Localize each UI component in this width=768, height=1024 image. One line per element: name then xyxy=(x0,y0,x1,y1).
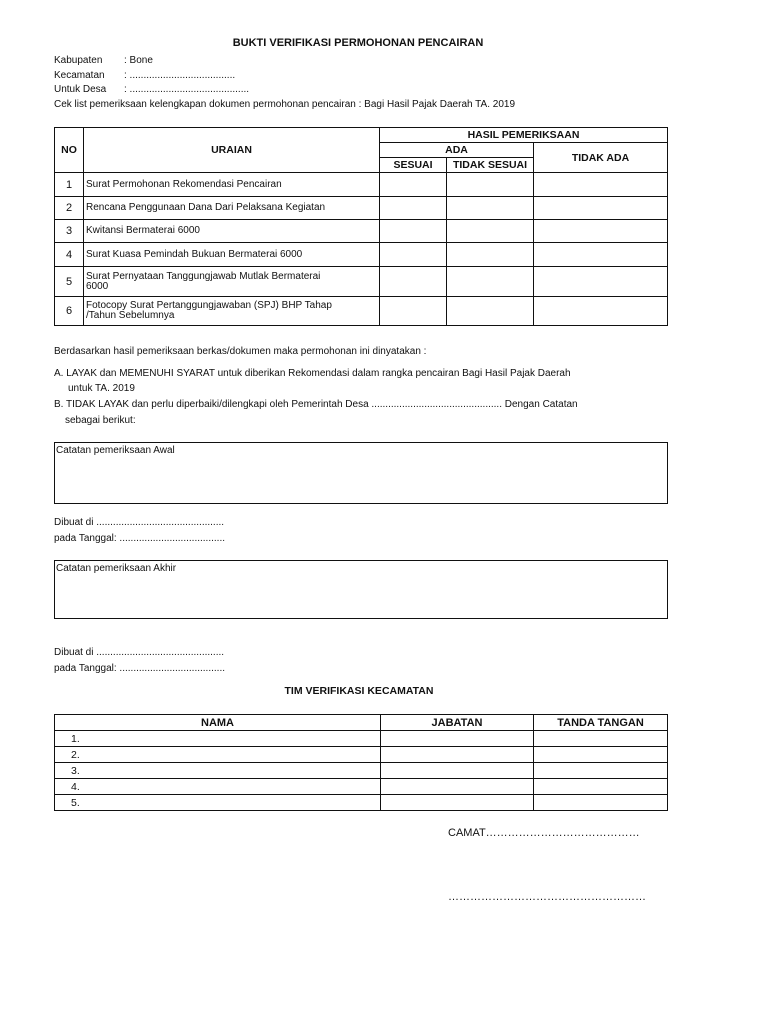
row-uraian xyxy=(84,267,380,297)
cell-jabatan[interactable] xyxy=(381,779,534,795)
row-uraian xyxy=(84,297,380,326)
cell-sesuai[interactable] xyxy=(380,197,447,220)
cell-tidak-ada[interactable] xyxy=(534,243,668,267)
table-row xyxy=(55,731,668,747)
checklist-intro: Cek list pemeriksaan kelengkapan dokumen permohonan pencairan : Bagi Hasil Pajak Daerah TA. 2019 xyxy=(54,99,516,110)
notes-awal-label: Catatan pemeriksaan Awal xyxy=(56,445,175,456)
notes-akhir-label: Catatan pemeriksaan Akhir xyxy=(56,563,177,574)
row-uraian-line2: /Tahun Sebelumnya xyxy=(86,310,175,321)
row-no: 5 xyxy=(55,267,84,297)
table-row xyxy=(55,297,668,326)
cell-jabatan[interactable] xyxy=(381,763,534,779)
table-row xyxy=(55,267,668,297)
col-ada-header: ADA xyxy=(380,143,534,158)
row-no: 1 xyxy=(55,173,84,197)
row-no: 4 xyxy=(55,243,84,267)
cell-tidak-ada[interactable] xyxy=(534,297,668,326)
table-row xyxy=(55,795,668,811)
cell-ttd[interactable] xyxy=(534,763,668,779)
cell-tidak-ada[interactable] xyxy=(534,267,668,297)
kabupaten-value: : Bone xyxy=(124,55,153,66)
cell-tidak-sesuai[interactable] xyxy=(447,197,534,220)
cell-sesuai[interactable] xyxy=(380,267,447,297)
team-row-number: 1. xyxy=(55,731,381,747)
tanggal-1: pada Tanggal: ...................................... xyxy=(54,533,226,544)
col-uraian-header: URAIAN xyxy=(84,128,380,173)
cell-sesuai[interactable] xyxy=(380,220,447,243)
cell-sesuai[interactable] xyxy=(380,297,447,326)
cell-tidak-sesuai[interactable] xyxy=(447,173,534,197)
team-row-number: 2. xyxy=(55,747,381,763)
notes-akhir-box[interactable] xyxy=(54,560,668,619)
desa-label: Untuk Desa xyxy=(54,84,107,95)
table-row xyxy=(55,779,668,795)
statement-intro: Berdasarkan hasil pemeriksaan berkas/dokumen maka permohonan ini dinyatakan : xyxy=(54,346,427,357)
kecamatan-value: : ...................................... xyxy=(124,70,236,81)
option-b-line1: B. TIDAK LAYAK dan perlu diperbaiki/dilengkapi oleh Pemerintah Desa ............................................... Dengan Catatan xyxy=(54,399,578,410)
cell-tidak-sesuai[interactable] xyxy=(447,220,534,243)
col-tidak-ada-header: TIDAK ADA xyxy=(534,143,668,173)
col-no-header: NO xyxy=(55,128,84,173)
row-no: 3 xyxy=(55,220,84,243)
checklist-table xyxy=(54,127,668,326)
option-b-line2: sebagai berikut: xyxy=(65,415,136,426)
tanggal-2: pada Tanggal: ...................................... xyxy=(54,663,226,674)
team-row-number: 4. xyxy=(55,779,381,795)
dibuat-di-2: Dibuat di .............................................. xyxy=(54,647,225,658)
cell-tidak-sesuai[interactable] xyxy=(447,267,534,297)
cell-jabatan[interactable] xyxy=(381,731,534,747)
cell-ttd[interactable] xyxy=(534,795,668,811)
team-row-number: 5. xyxy=(55,795,381,811)
cell-tidak-ada[interactable] xyxy=(534,220,668,243)
camat-signature-title: CAMAT…………………………………… xyxy=(448,827,640,839)
col-tidak-sesuai-header: TIDAK SESUAI xyxy=(447,158,534,173)
cell-sesuai[interactable] xyxy=(380,243,447,267)
row-uraian: Surat Kuasa Pemindah Bukuan Bermaterai 6000 xyxy=(84,243,380,267)
cell-tidak-sesuai[interactable] xyxy=(447,243,534,267)
cell-tidak-ada[interactable] xyxy=(534,173,668,197)
row-uraian-line1: Surat Pernyataan Tanggungjawab Mutlak Bermaterai xyxy=(86,270,321,282)
kabupaten-label: Kabupaten xyxy=(54,55,103,66)
cell-tidak-sesuai[interactable] xyxy=(447,297,534,326)
cell-jabatan[interactable] xyxy=(381,747,534,763)
row-uraian: Kwitansi Bermaterai 6000 xyxy=(84,220,380,243)
table-row xyxy=(55,243,668,267)
col-sesuai-header: SESUAI xyxy=(380,158,447,173)
row-no: 6 xyxy=(55,297,84,326)
table-row xyxy=(55,173,668,197)
cell-sesuai[interactable] xyxy=(380,173,447,197)
kecamatan-label: Kecamatan xyxy=(54,70,105,81)
cell-ttd[interactable] xyxy=(534,731,668,747)
table-row xyxy=(55,220,668,243)
table-row xyxy=(55,197,668,220)
col-jabatan-header: JABATAN xyxy=(381,715,534,731)
team-title: TIM VERIFIKASI KECAMATAN xyxy=(284,685,434,697)
option-a-line2: untuk TA. 2019 xyxy=(68,383,135,394)
dibuat-di-1: Dibuat di .............................................. xyxy=(54,517,225,528)
col-ttd-header: TANDA TANGAN xyxy=(534,715,668,731)
col-nama-header: NAMA xyxy=(55,715,381,731)
desa-value: : ........................................... xyxy=(124,84,250,95)
cell-tidak-ada[interactable] xyxy=(534,197,668,220)
table-row xyxy=(55,763,668,779)
row-uraian-line1: Fotocopy Surat Pertanggungjawaban (SPJ) BHP Tahap xyxy=(86,300,332,311)
row-uraian-line2: 6000 xyxy=(86,280,109,292)
row-uraian: Rencana Penggunaan Dana Dari Pelaksana Kegiatan xyxy=(84,197,380,220)
cell-ttd[interactable] xyxy=(534,779,668,795)
team-row-number: 3. xyxy=(55,763,381,779)
cell-jabatan[interactable] xyxy=(381,795,534,811)
team-table xyxy=(54,714,668,811)
col-hasil-header: HASIL PEMERIKSAAN xyxy=(380,128,668,143)
document-title: BUKTI VERIFIKASI PERMOHONAN PENCAIRAN xyxy=(232,37,484,49)
row-uraian: Surat Permohonan Rekomendasi Pencairan xyxy=(84,173,380,197)
cell-ttd[interactable] xyxy=(534,747,668,763)
camat-signature-line: ……………………………………………… xyxy=(448,891,646,903)
table-row xyxy=(55,747,668,763)
row-no: 2 xyxy=(55,197,84,220)
notes-awal-box[interactable] xyxy=(54,442,668,504)
option-a-line1: A. LAYAK dan MEMENUHI SYARAT untuk diberikan Rekomendasi dalam rangka pencairan Bagi Hasil Pajak Daerah xyxy=(54,368,571,379)
